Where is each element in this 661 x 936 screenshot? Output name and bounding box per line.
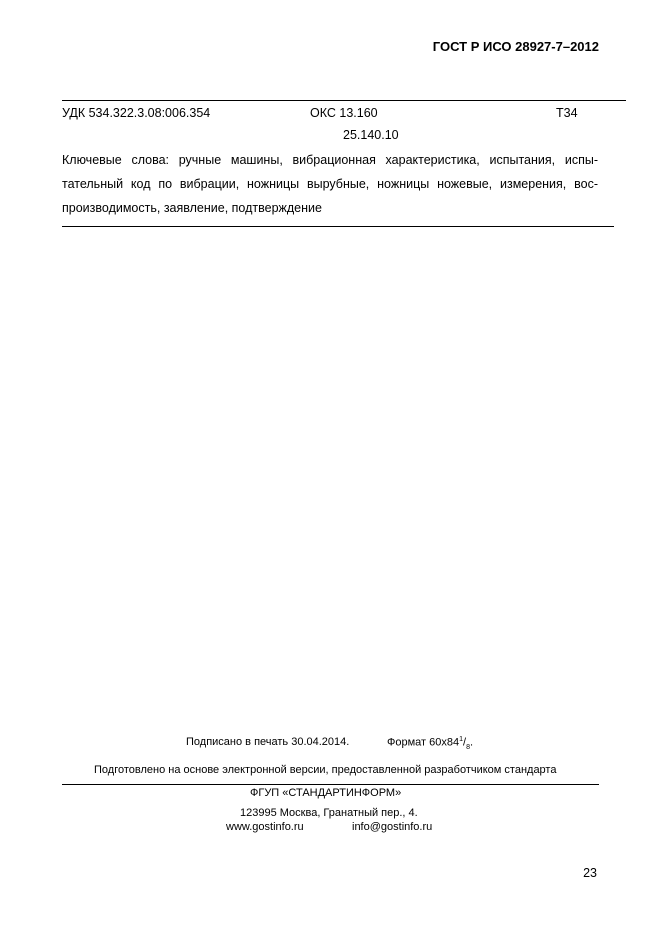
keywords-line: производимость, заявление, подтверждение [62,201,322,215]
classification-code: Т34 [556,106,578,120]
imprint-divider [62,784,599,785]
publisher-address: 123995 Москва, Гранатный пер., 4. [240,807,418,819]
keywords-divider [62,226,614,227]
page-number: 23 [583,866,597,880]
format-label: Формат 60x84 [387,736,460,749]
publisher-email: info@gostinfo.ru [352,821,433,833]
prepared-note: Подготовлено на основе электронной версии, предоставленной разработчиком стандарта [94,764,557,776]
top-divider [62,100,626,101]
keywords-paragraph [62,148,598,220]
oks-code-secondary: 25.140.10 [343,128,399,142]
format-end: . [469,736,474,749]
keywords-line: тательный код по вибрации, ножницы вырубные, ножницы ножевые, измерения, вос- [62,177,598,191]
format-subscript: 8 [466,743,470,751]
publisher-website: www.gostinfo.ru [226,821,304,833]
standard-code: ГОСТ Р ИСО 28927-7–2012 [432,39,599,54]
keywords-line: Ключевые слова: ручные машины, вибрационная характеристика, испытания, испы- [62,153,598,167]
publisher-name: ФГУП «СТАНДАРТИНФОРМ» [250,787,402,799]
signed-date: Подписано в печать 30.04.2014. [186,736,350,748]
oks-code-primary: ОКС 13.160 [310,106,378,120]
format-superscript: 1 [459,736,464,743]
paper-format: Формат $60x84^1/_8$. [387,736,474,751]
udc-code: УДК 534.322.3.08:006.354 [62,106,211,120]
